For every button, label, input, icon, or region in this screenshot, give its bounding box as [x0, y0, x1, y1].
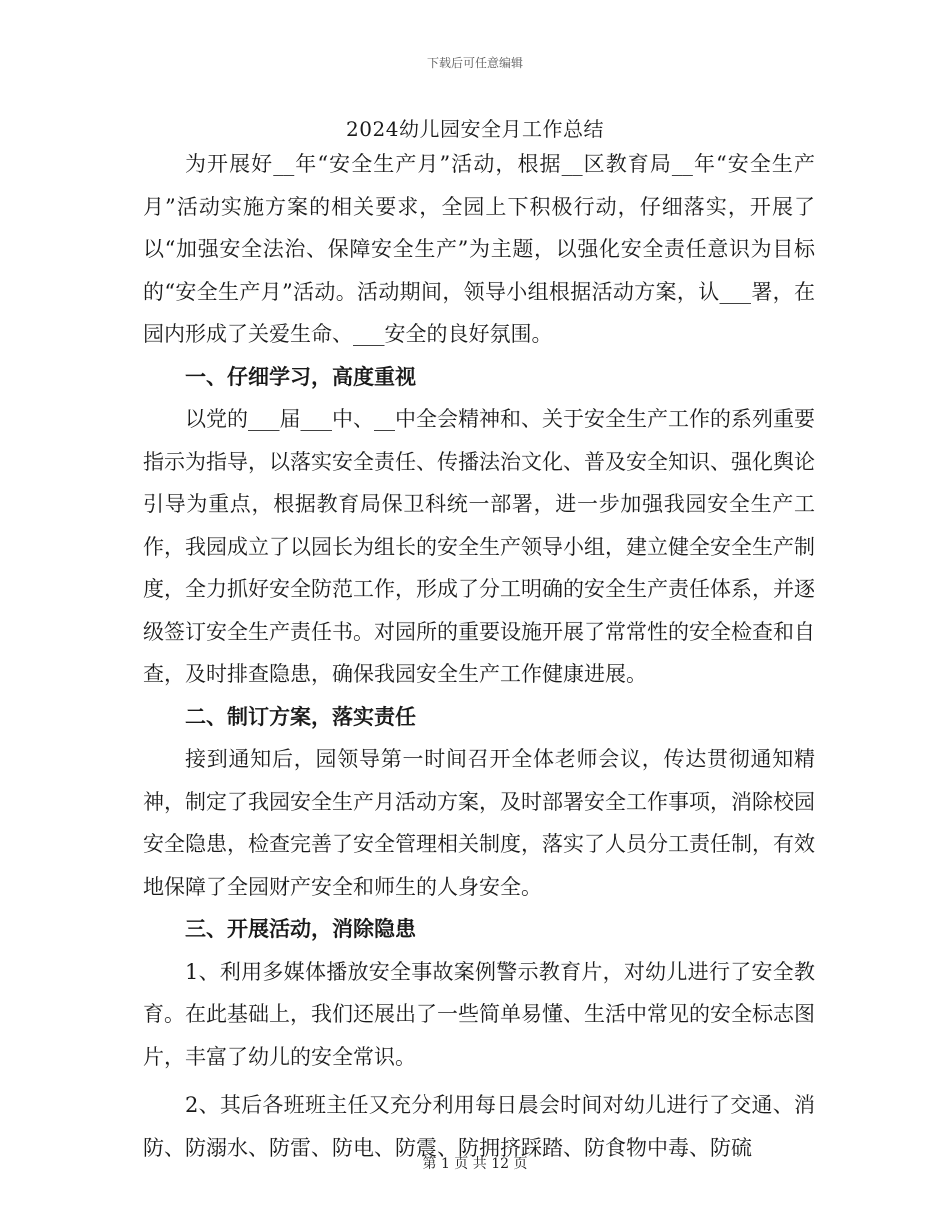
page-number: 第 1 页 共 12 页: [422, 1156, 528, 1172]
section-heading-3: 三、开展活动，消除隐患: [185, 916, 416, 941]
section-1-paragraph: 以党的___届___中、__中全会精神和、关于安全生产工作的系列重要指示为指导，以落实安全责任、传播法治文化、普及安全知识、强化舆论引导为重点，根据教育局保卫科统一部署，进一步加强我园安全生产工作，我园成立了以园长为组长的安全生产领导小组，建立健全安全生产制度，全力抓好安全防范工作，形成了分工明确的安全生产责任体系，并逐级签订安全生产责任书。对园所的重要设施开展了常常性的安全检查和自查，及时排查隐患，确保我园安全生产工作健康进展。: [143, 407, 815, 686]
intro-paragraph: 为开展好__年“安全生产月”活动，根据__区教育局__年“安全生产月”活动实施方案的相关要求，全园上下积极行动，仔细落实，开展了以“加强安全法治、保障安全生产”为主题，以强化安全责任意识为目标的“安全生产月”活动。活动期间，领导小组根据活动方案，认___署，在园内形成了关爱生命、___安全的良好氛围。: [143, 152, 815, 346]
section-2-paragraph: 接到通知后，园领导第一时间召开全体老师会议，传达贯彻通知精神，制定了我园安全生产月活动方案，及时部署安全工作事项，消除校园安全隐患，检查完善了安全管理相关制度，落实了人员分工责任制，有效地保障了全园财产安全和师生的人身安全。: [143, 747, 815, 899]
section-heading-1: 一、仔细学习，高度重视: [185, 363, 416, 389]
document-body: [143, 143, 815, 1169]
section-heading-2: 二、制订方案，落实责任: [185, 703, 416, 729]
header-note: 下载后可任意编辑: [426, 56, 523, 70]
document-title: 2024幼儿园安全月工作总结: [346, 117, 604, 141]
section-3-paragraph-1: 1、利用多媒体播放安全事故案例警示教育片，对幼儿进行了安全教育。在此基础上，我们还展出了一些简单易懂、生活中常见的安全标志图片，丰富了幼儿的安全常识。: [143, 959, 815, 1069]
section-3-paragraph-2: 2、其后各班班主任又充分利用每日晨会时间对幼儿进行了交通、消防、防溺水、防雷、防电、防震、防拥挤踩踏、防食物中毒、防硫: [143, 1093, 815, 1160]
